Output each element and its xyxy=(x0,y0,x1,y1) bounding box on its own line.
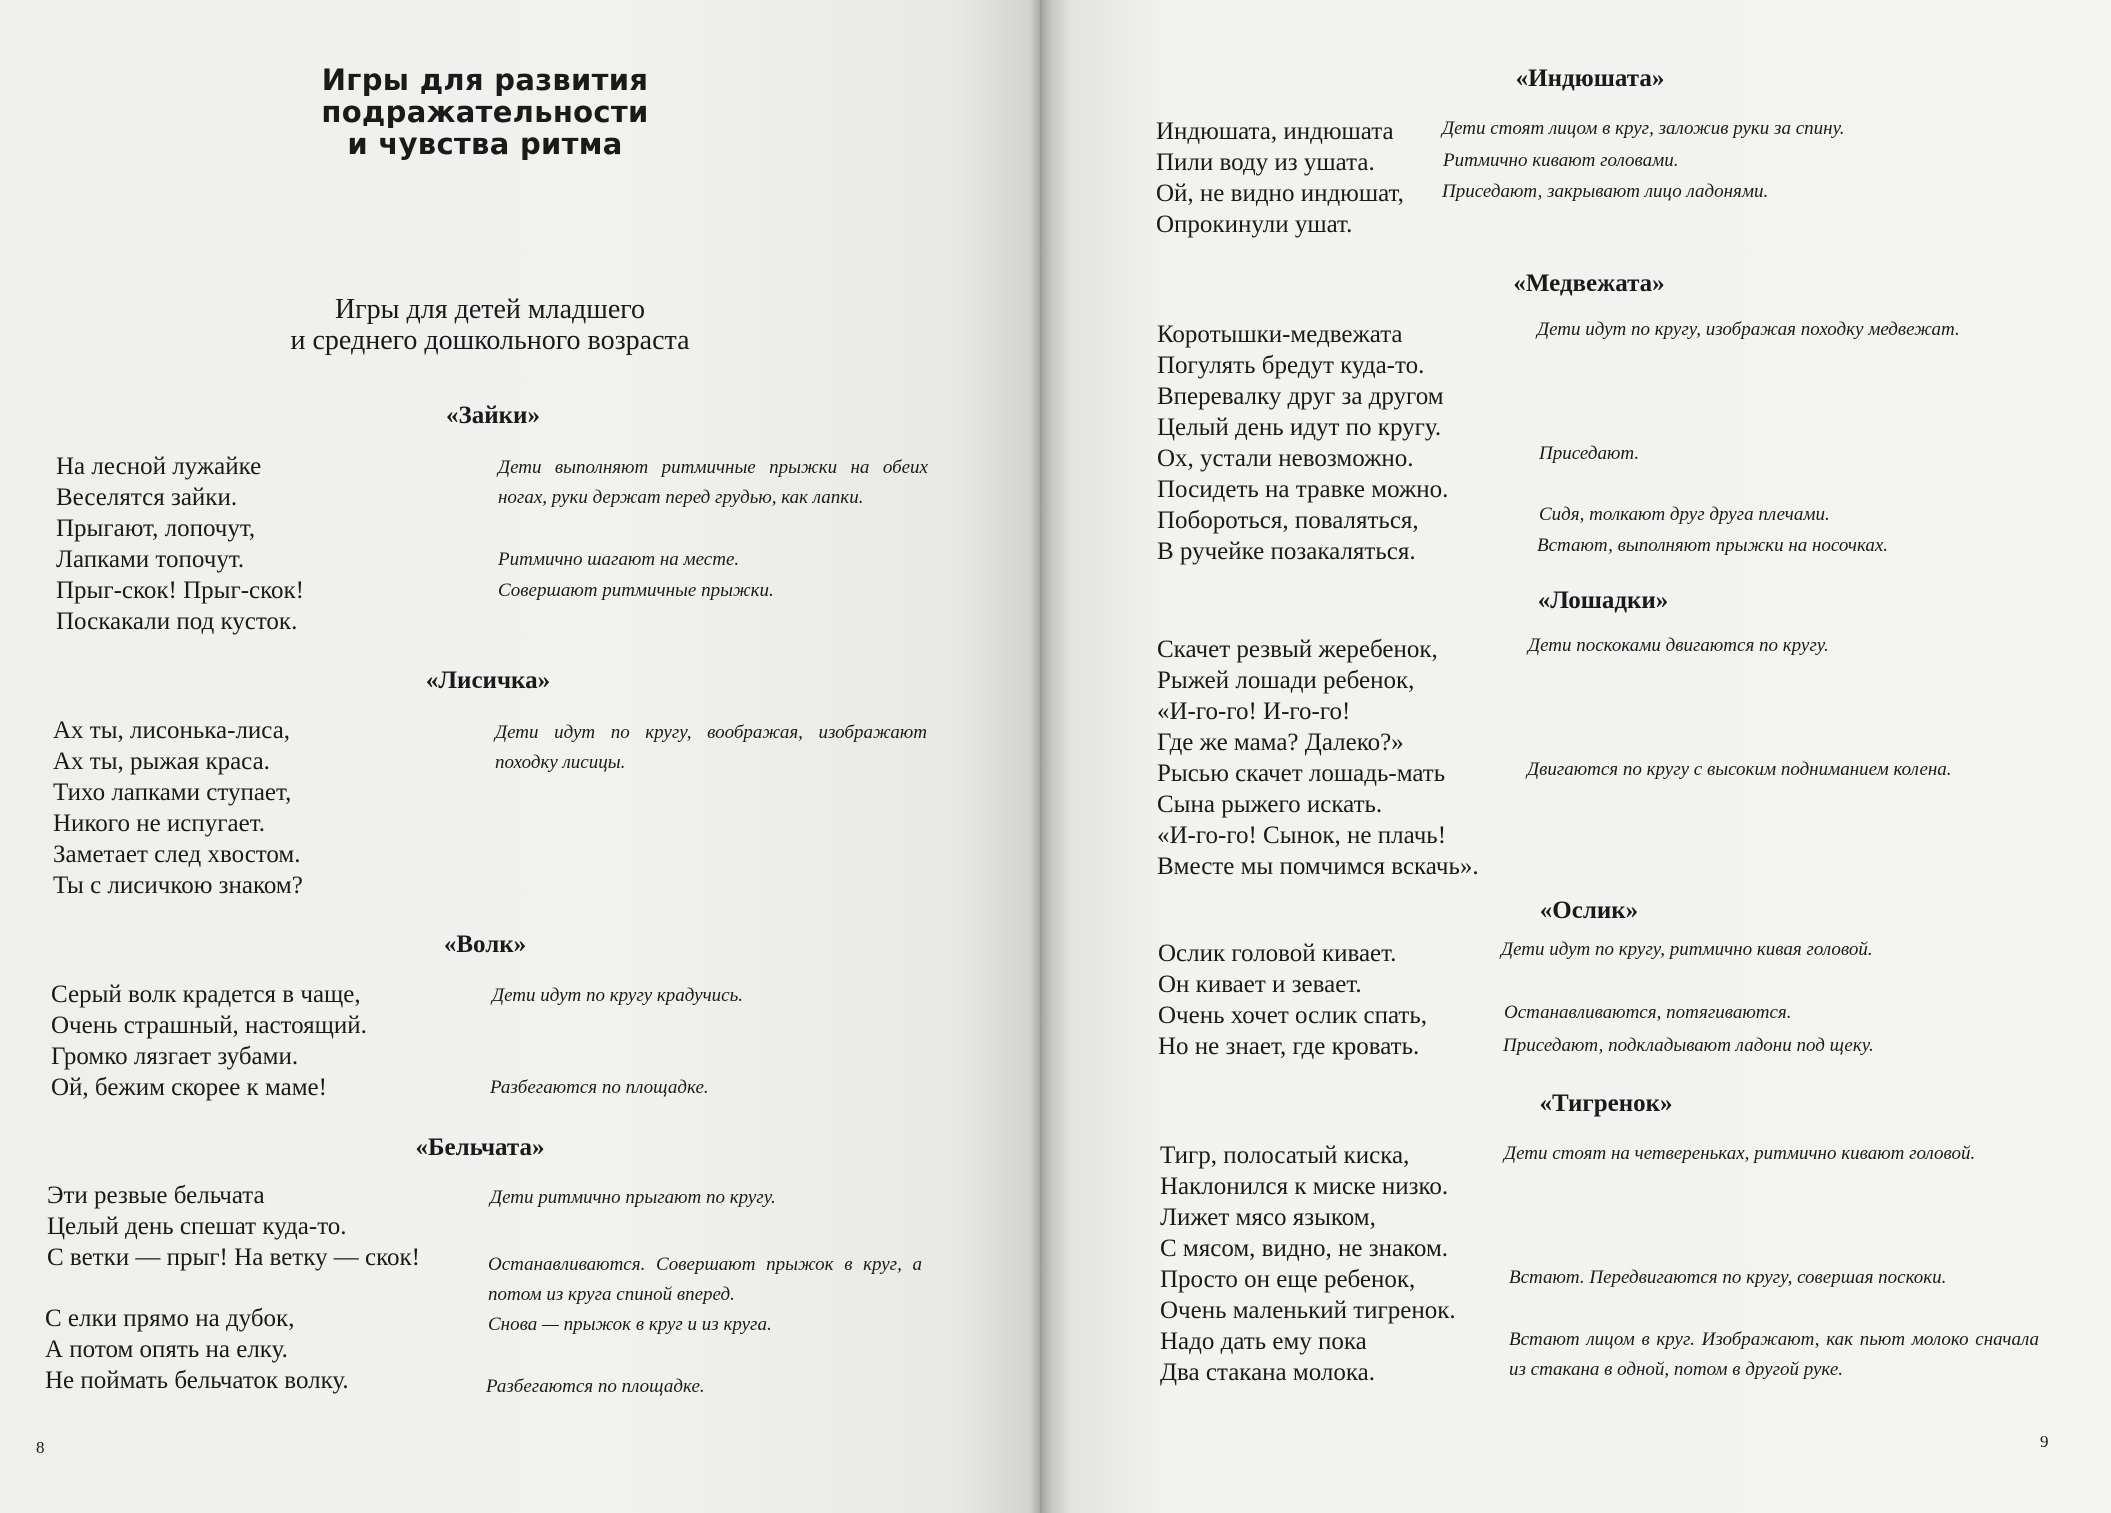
book-gutter xyxy=(1030,0,1052,1513)
verse-line: Погулять бредут куда-то. xyxy=(1157,352,1425,379)
verse-line: Сына рыжего искать. xyxy=(1157,791,1383,818)
instruction: Дети ритмично прыгают по кругу. xyxy=(490,1187,776,1208)
verse-line: Опрокинули ушат. xyxy=(1156,211,1353,238)
instruction: Дети идут по кругу, изображая походку медвежат. xyxy=(1537,319,1960,340)
verse-line: Тихо лапками ступает, xyxy=(53,779,292,806)
verse-line: Никого не испугает. xyxy=(53,810,266,837)
verse-line: Поскакали под кусток. xyxy=(56,608,298,635)
game-verse-oslik xyxy=(1158,938,1427,1062)
verse-line: Ослик головой кивает. xyxy=(1158,940,1397,967)
left-page xyxy=(0,0,1040,1513)
instruction: Совершают ритмичные прыжки. xyxy=(498,580,774,601)
verse-line: Надо дать ему пока xyxy=(1160,1328,1367,1355)
game-title-loshadki: «Лошадки» xyxy=(1537,587,1669,614)
game-title-tigrenok: «Тигренок» xyxy=(1539,1090,1673,1117)
verse-line: Посидеть на травке можно. xyxy=(1157,476,1449,503)
verse-line: С мясом, видно, не знаком. xyxy=(1160,1235,1449,1262)
verse-line: Прыг-скок! Прыг-скок! xyxy=(56,577,304,604)
game-title-belchata: «Бельчата» xyxy=(415,1134,545,1161)
verse-line: Целый день спешат куда-то. xyxy=(47,1213,347,1240)
verse-line: Серый волк крадется в чаще, xyxy=(51,981,361,1008)
game-title-oslik: «Ослик» xyxy=(1539,897,1639,924)
verse-line: Просто он еще ребенок, xyxy=(1160,1266,1416,1293)
instruction: Встают. Передвигаются по кругу, совершая поскоки. xyxy=(1509,1267,1947,1288)
instruction: Приседают, подкладывают ладони под щеку. xyxy=(1503,1035,1874,1056)
verse-line: Два стакана молока. xyxy=(1160,1359,1375,1386)
verse-line: На лесной лужайке xyxy=(56,453,262,480)
instruction: Дети поскоками двигаются по кругу. xyxy=(1528,635,1829,656)
game-title-medvezhata: «Медвежата» xyxy=(1513,270,1665,297)
instruction: Встают лицом в круг. Изображают, как пьют молоко сначала из стакана в одной, потом в другой руке. xyxy=(1509,1329,2039,1380)
game-verse-indyushata xyxy=(1156,116,1404,240)
instruction: Приседают. xyxy=(1539,443,1640,464)
right-page xyxy=(1040,0,2111,1513)
instruction: Приседают, закрывают лицо ладонями. xyxy=(1442,181,1769,202)
instruction: Встают, выполняют прыжки на носочках. xyxy=(1537,535,1889,556)
verse-line: Но не знает, где кровать. xyxy=(1158,1033,1420,1060)
verse-line: Ой, не видно индюшат, xyxy=(1156,180,1404,207)
verse-line: Побороться, поваляться, xyxy=(1157,507,1419,534)
instruction: Дети стоят на четвереньках, ритмично кивают головой. xyxy=(1504,1143,1976,1164)
verse-line: Тигр, полосатый киска, xyxy=(1160,1142,1410,1169)
verse-line: Ох, устали невозможно. xyxy=(1157,445,1414,472)
instruction: Снова — прыжок в круг и из круга. xyxy=(488,1314,772,1335)
verse-line: Прыгают, лопочут, xyxy=(56,515,256,542)
verse-line: Ах ты, лисонька-лиса, xyxy=(53,717,291,744)
instruction: Дети выполняют ритмичные прыжки на обеих ногах, руки держат перед грудью, как лапки. xyxy=(498,457,928,508)
verse-line: С елки прямо на дубок, xyxy=(45,1305,295,1332)
verse-line: Лижет мясо языком, xyxy=(1160,1204,1376,1231)
verse-line: Он кивает и зевает. xyxy=(1158,971,1362,998)
verse-line: Коротышки-медвежата xyxy=(1157,321,1403,348)
instruction: Дети идут по кругу, воображая, изображают походку лисицы. xyxy=(495,722,927,773)
game-verse-belchata-2 xyxy=(45,1303,349,1396)
instruction: Останавливаются, потягиваются. xyxy=(1504,1002,1792,1023)
verse-line: В ручейке позакаляться. xyxy=(1157,538,1416,565)
verse-line: Скачет резвый жеребенок, xyxy=(1157,636,1438,663)
instruction: Ритмично кивают головами. xyxy=(1443,150,1679,171)
game-title-volk: «Волк» xyxy=(443,931,527,958)
instruction: Ритмично шагают на месте. xyxy=(498,549,740,570)
verse-line: Рыжей лошади ребенок, xyxy=(1157,667,1415,694)
verse-line: Не поймать бельчаток волку. xyxy=(45,1367,349,1394)
verse-line: Вперевалку друг за другом xyxy=(1157,383,1444,410)
game-title-lisichka: «Лисичка» xyxy=(425,667,551,694)
page-number: 8 xyxy=(36,1438,45,1457)
verse-line: Целый день идут по кругу. xyxy=(1157,414,1442,441)
verse-line: Рысью скачет лошадь-мать xyxy=(1157,760,1446,787)
section-subheading: Игры для детей младшего и среднего дошкольного возраста xyxy=(290,294,690,356)
verse-line: Эти резвые бельчата xyxy=(47,1182,265,1209)
instruction: Разбегаются по площадке. xyxy=(486,1376,705,1397)
instruction: Разбегаются по площадке. xyxy=(490,1077,709,1098)
verse-line: Ах ты, рыжая краса. xyxy=(53,748,270,775)
verse-line: Вместе мы помчимся вскачь». xyxy=(1157,853,1479,880)
verse-line: «И-го-го! Сынок, не плачь! xyxy=(1157,822,1447,849)
instruction: Сидя, толкают друг друга плечами. xyxy=(1539,504,1830,525)
verse-line: С ветки — прыг! На ветку — скок! xyxy=(47,1244,420,1271)
instruction: Дети стоят лицом в круг, заложив руки за спину. xyxy=(1442,118,1845,139)
verse-line: Веселятся зайки. xyxy=(56,484,238,511)
instruction: Дети идут по кругу крадучись. xyxy=(492,985,743,1006)
instruction: Двигаются по кругу с высоким подниманием колена. xyxy=(1527,759,1952,780)
verse-line: Ты с лисичкою знаком? xyxy=(53,872,303,899)
game-title-zaiki: «Зайки» xyxy=(446,402,540,429)
verse-line: Пили воду из ушата. xyxy=(1156,149,1375,176)
verse-line: Заметает след хвостом. xyxy=(53,841,301,868)
game-title-indyushata: «Индюшата» xyxy=(1515,65,1665,92)
verse-line: Наклонился к миске низко. xyxy=(1160,1173,1449,1200)
page-number: 9 xyxy=(2040,1432,2049,1451)
chapter-heading: Игры для развития подражательности и чувства ритма xyxy=(321,63,649,161)
verse-line: Индюшата, индюшата xyxy=(1156,118,1394,145)
game-verse-belchata xyxy=(47,1180,420,1273)
game-verse-lisichka xyxy=(53,715,303,901)
game-verse-tigrenok xyxy=(1160,1140,1456,1388)
verse-line: Где же мама? Далеко?» xyxy=(1157,729,1404,756)
verse-line: Ой, бежим скорее к маме! xyxy=(51,1074,327,1101)
game-verse-medvezhata xyxy=(1157,319,1448,567)
verse-line: Лапками топочут. xyxy=(56,546,245,573)
verse-line: А потом опять на елку. xyxy=(45,1336,288,1363)
instruction: Останавливаются. Совершают прыжок в круг, а потом из круга спиной вперед. xyxy=(488,1254,922,1305)
game-verse-loshadki xyxy=(1157,634,1479,882)
verse-line: Очень маленький тигренок. xyxy=(1160,1297,1456,1324)
instruction: Дети идут по кругу, ритмично кивая головой. xyxy=(1501,939,1873,960)
verse-line: «И-го-го! И-го-го! xyxy=(1157,698,1351,725)
verse-line: Очень страшный, настоящий. xyxy=(51,1012,367,1039)
game-verse-zaiki xyxy=(56,451,304,637)
verse-line: Громко лязгает зубами. xyxy=(51,1043,299,1070)
game-verse-volk xyxy=(51,979,367,1103)
verse-line: Очень хочет ослик спать, xyxy=(1158,1002,1427,1029)
